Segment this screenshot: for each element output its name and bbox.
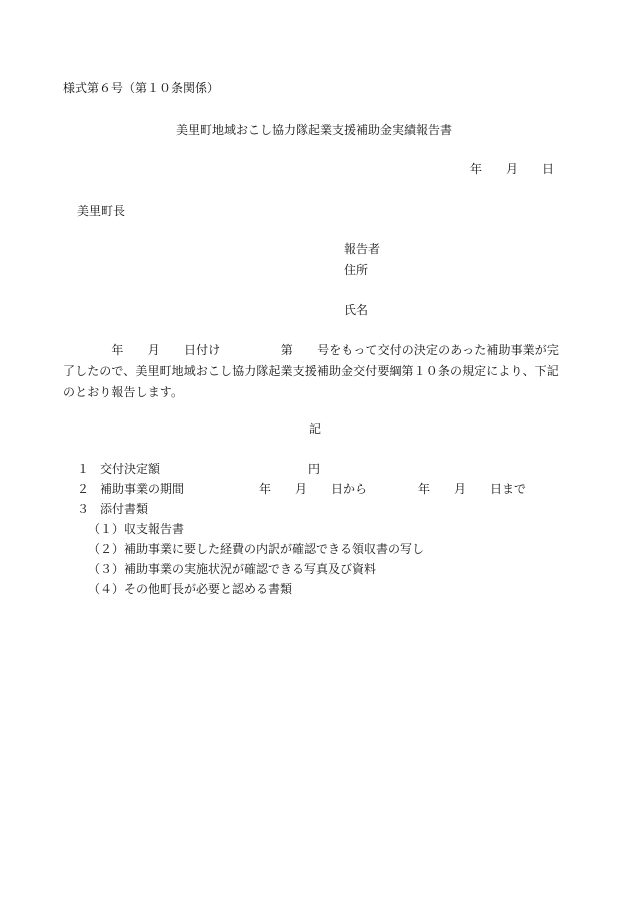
attachment-2-number: （２） xyxy=(88,542,125,556)
addressee: 美里町長 xyxy=(77,204,126,218)
form-number: 様式第６号（第１０条関係） xyxy=(63,81,220,95)
item-2-from: 年 月 日から xyxy=(259,482,368,496)
body-line-2: 了したので、美里町地域おこし協力隊起業支援補助金交付要綱第１０条の規定により、下記 xyxy=(63,364,559,378)
item-2-label: 補助事業の期間 xyxy=(100,482,185,496)
reporter-label: 報告者 xyxy=(344,242,381,256)
attachment-1-text: 収支報告書 xyxy=(124,522,185,536)
ki-heading: 記 xyxy=(309,422,322,436)
body-paragraph xyxy=(63,340,577,403)
item-1-label: 交付決定額 xyxy=(100,462,161,476)
attachment-4-number: （４） xyxy=(88,582,125,596)
name-label: 氏名 xyxy=(344,303,369,317)
item-1-number: １ xyxy=(77,462,90,476)
attachment-3-text: 補助事業の実施状況が確認できる写真及び資料 xyxy=(124,562,377,576)
attachment-3-number: （３） xyxy=(88,562,125,576)
body-line-1: 年 月 日付け 第 号をもって交付の決定のあった補助事業が完 xyxy=(63,343,559,357)
attachment-4-text: その他町長が必要と認める書類 xyxy=(124,582,293,596)
address-label: 住所 xyxy=(344,263,369,277)
item-2-to: 年 月 日まで xyxy=(418,482,527,496)
attachment-2-text: 補助事業に要した経費の内訳が確認できる領収書の写し xyxy=(124,542,425,556)
item-3-number: ３ xyxy=(77,502,90,516)
item-1-unit: 円 xyxy=(308,462,321,476)
item-2-number: ２ xyxy=(77,482,90,496)
attachment-1-number: （１） xyxy=(88,522,125,536)
document-title: 美里町地域おこし協力隊起業支援補助金実績報告書 xyxy=(176,123,453,137)
body-line-3: のとおり報告します。 xyxy=(63,385,184,399)
item-3-label: 添付書類 xyxy=(100,502,149,516)
date-line: 年 月 日 xyxy=(470,162,555,176)
